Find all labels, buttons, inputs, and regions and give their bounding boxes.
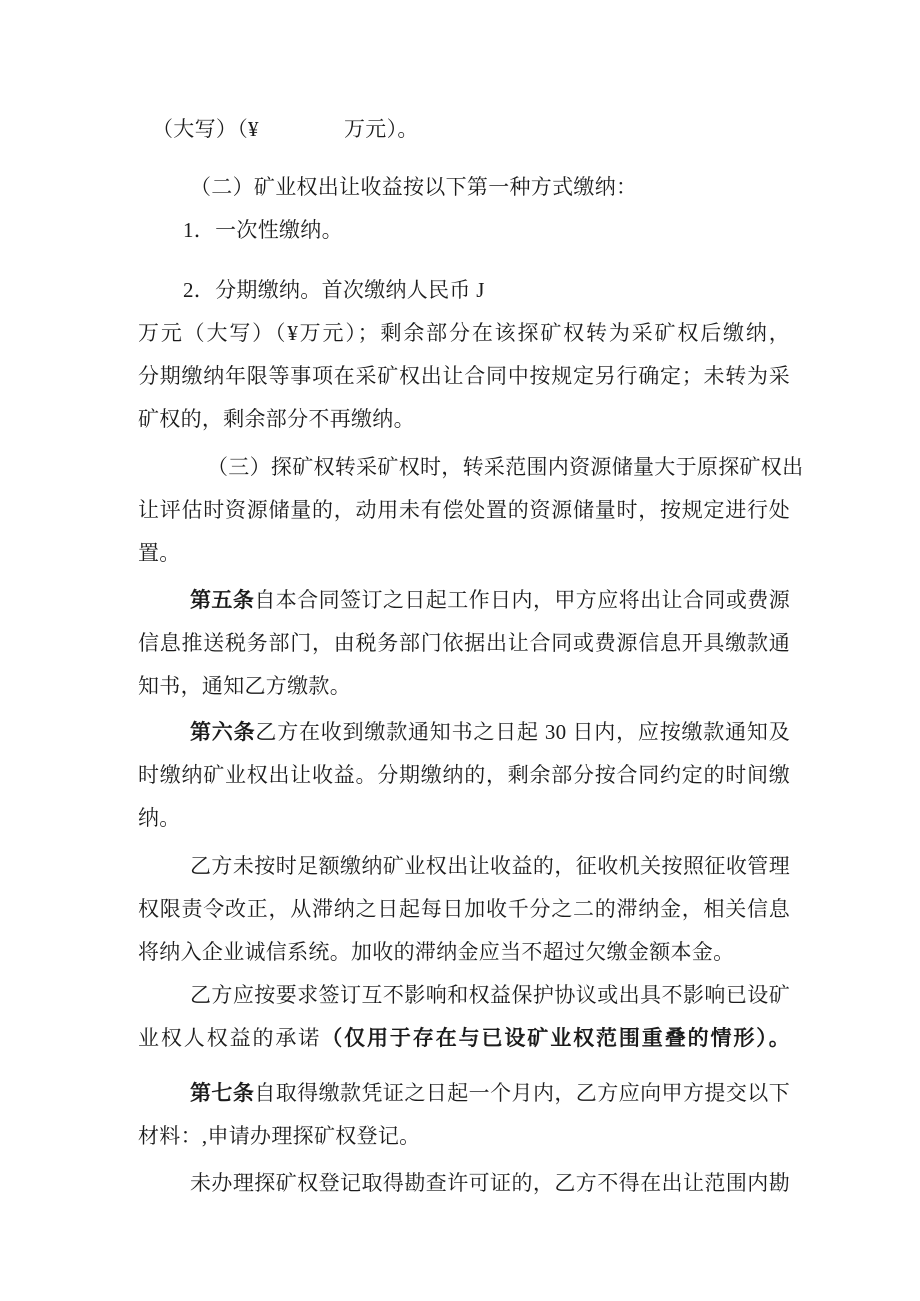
doc-text: 自取得缴款凭证之日起一个月内，乙方应向甲方提交以下	[254, 1081, 791, 1105]
doc-text: 置。	[138, 541, 181, 565]
doc-line-item-3	[138, 446, 804, 489]
doc-line-item-3-cont-1	[138, 489, 790, 532]
article-7-label: 第七条	[190, 1081, 255, 1105]
doc-line-late-payment-cont-2	[138, 931, 790, 974]
doc-text: 业权人权益的承诺	[138, 1026, 322, 1050]
doc-text: 纳。	[138, 806, 181, 830]
doc-line-article-5-cont-2	[138, 665, 790, 708]
doc-text: 信息推送税务部门，由税务部门依据出让合同或费源信息开具缴款通	[138, 631, 790, 655]
doc-line-item-3-cont-2	[138, 532, 790, 575]
doc-line-article-5-cont-1	[138, 622, 790, 665]
doc-line-late-payment-cont-1	[138, 888, 790, 931]
doc-line-option-2-cont-1	[138, 312, 790, 355]
doc-line-no-permit	[138, 1162, 790, 1205]
article-6-label: 第六条	[190, 720, 256, 744]
doc-line-agreement-cont-1	[138, 1017, 790, 1060]
doc-text: （三）探矿权转采矿权时，转采范围内资源储量大于原探矿权出	[207, 455, 804, 479]
doc-line-article-6-cont-1	[138, 754, 790, 797]
doc-line-amount-blank	[138, 108, 790, 151]
doc-text: 万元（大写）（¥万元）；剩余部分在该探矿权转为采矿权后缴纳，	[138, 321, 790, 345]
doc-line-article-6-cont-2	[138, 797, 790, 840]
doc-line-item-2-heading	[138, 166, 790, 209]
doc-text: 未办理探矿权登记取得勘查许可证的，乙方不得在出让范围内勘	[190, 1171, 790, 1195]
doc-line-option-1	[138, 209, 790, 252]
article-5-label: 第五条	[190, 588, 255, 612]
doc-text: 让评估时资源储量的，动用未有偿处置的资源储量时，按规定进行处	[138, 498, 790, 522]
doc-text: 2．分期缴纳。首次缴纳人民币 J	[183, 278, 485, 302]
doc-line-option-2-cont-3	[138, 398, 790, 441]
doc-text: 乙方在收到缴款通知书之日起 30 日内，应按缴款通知及	[255, 720, 790, 744]
doc-line-article-6	[138, 711, 790, 754]
bold-note: （仅用于存在与已设矿业权范围重叠的情形）。	[321, 1026, 790, 1050]
doc-text: 知书，通知乙方缴款。	[138, 674, 351, 698]
doc-text: 时缴纳矿业权出让收益。分期缴纳的，剩余部分按合同约定的时间缴	[138, 763, 790, 787]
doc-line-late-payment	[138, 845, 790, 888]
doc-text: 分期缴纳年限等事项在采矿权出让合同中按规定另行确定；未转为采	[138, 364, 790, 388]
doc-line-agreement	[138, 974, 790, 1017]
doc-line-option-2-cont-2	[138, 355, 790, 398]
doc-line-article-5	[138, 579, 790, 622]
doc-text: 权限责令改正，从滞纳之日起每日加收千分之二的滞纳金，相关信息	[138, 897, 790, 921]
doc-text: （二）矿业权出让收益按以下第一种方式缴纳：	[190, 175, 638, 199]
doc-text: 矿权的，剩余部分不再缴纳。	[138, 407, 415, 431]
doc-text: 乙方未按时足额缴纳矿业权出让收益的，征收机关按照征收管理	[190, 854, 790, 878]
doc-text: 将纳入企业诚信系统。加收的滞纳金应当不超过欠缴金额本金。	[138, 940, 735, 964]
doc-line-article-7	[138, 1072, 790, 1115]
doc-text: 自本合同签订之日起工作日内，甲方应将出让合同或费源	[254, 588, 791, 612]
doc-text: 材料：,申请办理探矿权登记。	[138, 1124, 421, 1148]
doc-line-article-7-cont-1	[138, 1115, 790, 1158]
doc-line-option-2	[138, 269, 790, 312]
doc-text: （大写）（¥ 万元）。	[152, 117, 419, 141]
doc-text: 1．一次性缴纳。	[183, 218, 343, 242]
doc-text: 乙方应按要求签订互不影响和权益保护协议或出具不影响已设矿	[190, 983, 790, 1007]
